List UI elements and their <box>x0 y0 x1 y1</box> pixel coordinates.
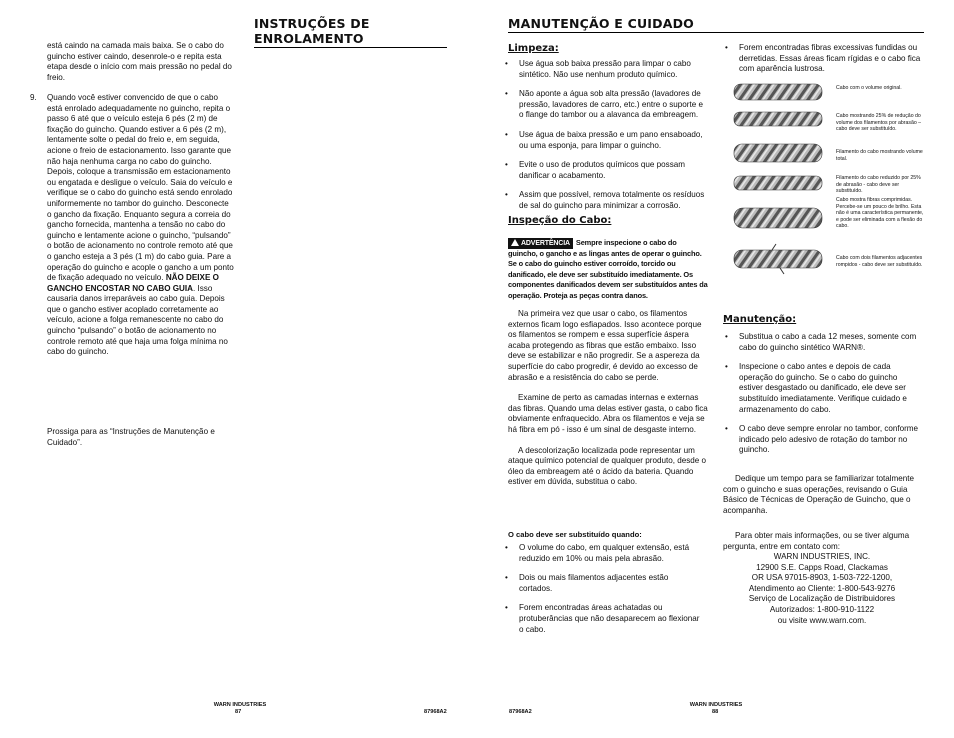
rope-caption-3: Filamento do cabo mostrando volume total. <box>836 149 923 162</box>
contact-phone: Autorizados: 1-800-910-1122 <box>769 604 875 614</box>
contact-company: WARN INDUSTRIES, INC. <box>773 552 871 561</box>
step-9-number: 9. <box>30 93 37 102</box>
contact-website: ou visite www.warn.com. <box>777 615 867 625</box>
inspection-paragraph: Na primeira vez que usar o cabo, os filamentos externos ficam logo esfiapados. Isso acontece porque os filamentos se rompem e essa superfície áspera acaba protegendo as fibras que estão embaixo. Isso deve se estabilizar e não progredir. Se a aspereza da superfície do cabo progredir, é devido ao excesso de abrasão e a resistência do cabo se perde. <box>508 309 702 382</box>
contact-address: 12900 S.E. Capps Road, Clackamas <box>756 562 888 572</box>
strand-reduced-icon <box>734 176 822 190</box>
manutencao-item: • O cabo deve sempre enrolar no tambor, conforme indicado pelo adesivo de rotação do tambor no guincho. <box>723 424 921 456</box>
familiarize-paragraph: Dedique um tempo para se familiarizar totalmente com o guincho e suas operações, revisando o Guia Básico de Técnicas de Operação de Guincho, que o acompanha. <box>723 474 915 515</box>
page-number-right: 88 <box>712 709 719 715</box>
rope-compressed-icon <box>734 208 822 228</box>
rope-caption-1: Cabo com o volume original. <box>836 85 902 91</box>
rope-illustrations <box>732 80 826 280</box>
footer-brand: WARN INDUSTRIES <box>213 702 267 708</box>
contact-phone: Atendimento ao Cliente: 1-800-543-9276 <box>748 583 896 593</box>
contact-service: Serviço de Localização de Distribuidores <box>748 594 896 604</box>
manutencao-heading: Manutenção: <box>723 314 797 325</box>
proceed-note: Prossiga para as “Instruções de Manutenção e Cuidado”. <box>47 427 215 447</box>
replace-item-fused-fibers: • Forem encontradas fibras excessivas fundidas ou derretidas. Essas áreas ficam rígidas e o cabo fica com aparência lustrosa. <box>723 43 923 75</box>
replace-list <box>503 543 703 644</box>
contact-block <box>723 552 921 626</box>
warning-badge: ADVERTÊNCIA <box>508 238 573 249</box>
warning-block: ADVERTÊNCIA Sempre inspecione o cabo do guincho, o gancho e as lingas antes de operar o guincho. Se o cabo do guincho estiver corroído, torcido ou danificado, ele deve ser substituído imediatamente. Os componentes danificados devem ser substituídos antes da operação. Proteja as peças contra danos. <box>508 238 708 300</box>
footer-brand: WARN INDUSTRIES <box>689 702 743 708</box>
manutencao-item: • Inspecione o cabo antes e depois de cada operação do guincho. Se o cabo do guincho estiver desgastado ou danificado, ele deve ser substituído imediatamente. Verifique cuidado e armazenamento do cabo. <box>723 362 921 415</box>
limpeza-list <box>503 59 708 221</box>
contact-intro: Para obter mais informações, ou se tiver alguma pergunta, entre em contato com: <box>723 531 910 551</box>
limpeza-item: • Não aponte a água sob alta pressão (lavadores de pressão, lavadores de carro, etc.) entre o suporte e o flange do tambor ou a alavanca da embreagem. <box>503 89 708 121</box>
manutencao-list <box>723 332 921 465</box>
page-number-left: 87 <box>235 709 242 715</box>
limpeza-item: • Use água de baixa pressão e um pano ensaboado, ou uma esponja, para limpar o guincho. <box>503 130 708 151</box>
replace-item: • Dois ou mais filamentos adjacentes estão cortados. <box>503 573 703 594</box>
intro-paragraph: está caindo na camada mais baixa. Se o cabo do guincho estiver caindo, desenrole-o e repita esta etapa desde o início com mais pressão no pedal do freio. <box>47 41 232 82</box>
right-section-title: MANUTENÇÃO E CUIDADO <box>508 16 924 33</box>
limpeza-heading: Limpeza: <box>508 43 559 54</box>
rope-original-icon <box>734 84 822 100</box>
limpeza-item: • Evite o uso de produtos químicos que possam danificar o acabamento. <box>503 160 708 181</box>
inspection-paragraph: Examine de perto as camadas internas e externas das fibras. Quando uma delas estiver gasta, o cabo fica obviamente enfraquecido. Abra os filamentos e veja se há fibra em pó - isso é um sinal de desgaste interno. <box>508 393 708 434</box>
rope-abraded-icon <box>734 112 822 126</box>
strand-full-icon <box>734 144 822 162</box>
rope-caption-6: Cabo com dois filamentos adjacentes rompidos - cabo deve ser substituído. <box>836 255 923 268</box>
limpeza-item: • Use água sob baixa pressão para limpar o cabo sintético. Não use nenhum produto químico. <box>503 59 708 80</box>
footer-code-left: 87968A2 <box>424 709 447 715</box>
replace-item: • O volume do cabo, em qualquer extensão, está reduzido em 10% ou mais pela abrasão. <box>503 543 703 564</box>
contact-address: OR USA 97015-8903, 1-503-722-1200, <box>751 573 893 583</box>
footer-left <box>210 702 270 716</box>
step-9-text: Quando você estiver convencido de que o cabo está enrolado adequadamente no guincho, repita o passo 6 até que o veículo esteja 6 pés (2 m) de fixação do guincho. Quando estiver a 6 pés (2 m), lentamente solte o pedal do freio e, em seguida, acione o freio de estacionamento. Isso garante que não haja nenhuma carga no cabo do guincho. Depois, coloque a transmissão em estacionamento ou engatada e desligue o veículo. Saia do veículo e verifique se o cabo do guincho está sendo enrolado uniformemente no tambor do guincho. Desconecte o gancho da fixação. Enquanto segura a correia do gancho fornecida, mantenha a tensão no cabo do guincho e lentamente acione o guincho, “pulsando” o botão de acionamento no controle remoto até que o gancho esteja a 3 pés (1 m) do cabo guia. Pare a operação do guincho e acople o gancho a um ponto de fixação adequado no veículo. NÃO DEIXE O GANCHO ENCOSTAR NO CABO GUIA. Isso causaria danos irreparáveis ao cabo guia. Depois que o gancho estiver acoplado corretamente ao veículo, acione a folga remanescente no cabo do guincho “pulsando” o botão de acionamento no controle remoto até que haja uma folga mínima no cabo do guincho. <box>47 93 234 357</box>
replace-item: • Forem encontradas áreas achatadas ou protuberâncias que não desaparecem ao flexionar o cabo. <box>503 603 703 635</box>
rope-caption-4: Filamento do cabo reduzido por 25% de abrasão - cabo deve ser substituído. <box>836 175 921 195</box>
replace-heading: O cabo deve ser substituído quando: <box>508 530 642 539</box>
footer-right <box>686 702 746 716</box>
limpeza-item: • Assim que possível, remova totalmente os resíduos de sal do guincho para minimizar a corrosão. <box>503 190 708 211</box>
footer-code-right: 87968A2 <box>509 709 532 715</box>
rope-caption-5: Cabo mostra fibras comprimidas. Percebe-se um pouco de brilho. Esta não é uma característica permanente, e pode ser eliminada com a flexão do cabo. <box>836 197 924 230</box>
left-section-title: INSTRUÇÕES DE ENROLAMENTO <box>254 16 447 48</box>
inspection-text <box>508 309 708 498</box>
top-bullet <box>723 43 923 84</box>
rope-broken-strands-icon <box>734 244 822 274</box>
warning-triangle-icon <box>511 239 519 246</box>
manutencao-item: • Substitua o cabo a cada 12 meses, somente com cabo do guincho sintético WARN®. <box>723 332 921 353</box>
inspecao-heading: Inspeção do Cabo: <box>508 215 612 226</box>
rope-caption-2: Cabo mostrando 25% de redução do volume dos filamentos por abrasão – cabo deve ser substituído. <box>836 113 922 133</box>
inspection-paragraph: A descolorização localizada pode representar um ataque químico potencial de qualquer produto, desde o óleo da embreagem até o ácido da bateria. Quando estiver em dúvida, substitua o cabo. <box>508 445 706 487</box>
